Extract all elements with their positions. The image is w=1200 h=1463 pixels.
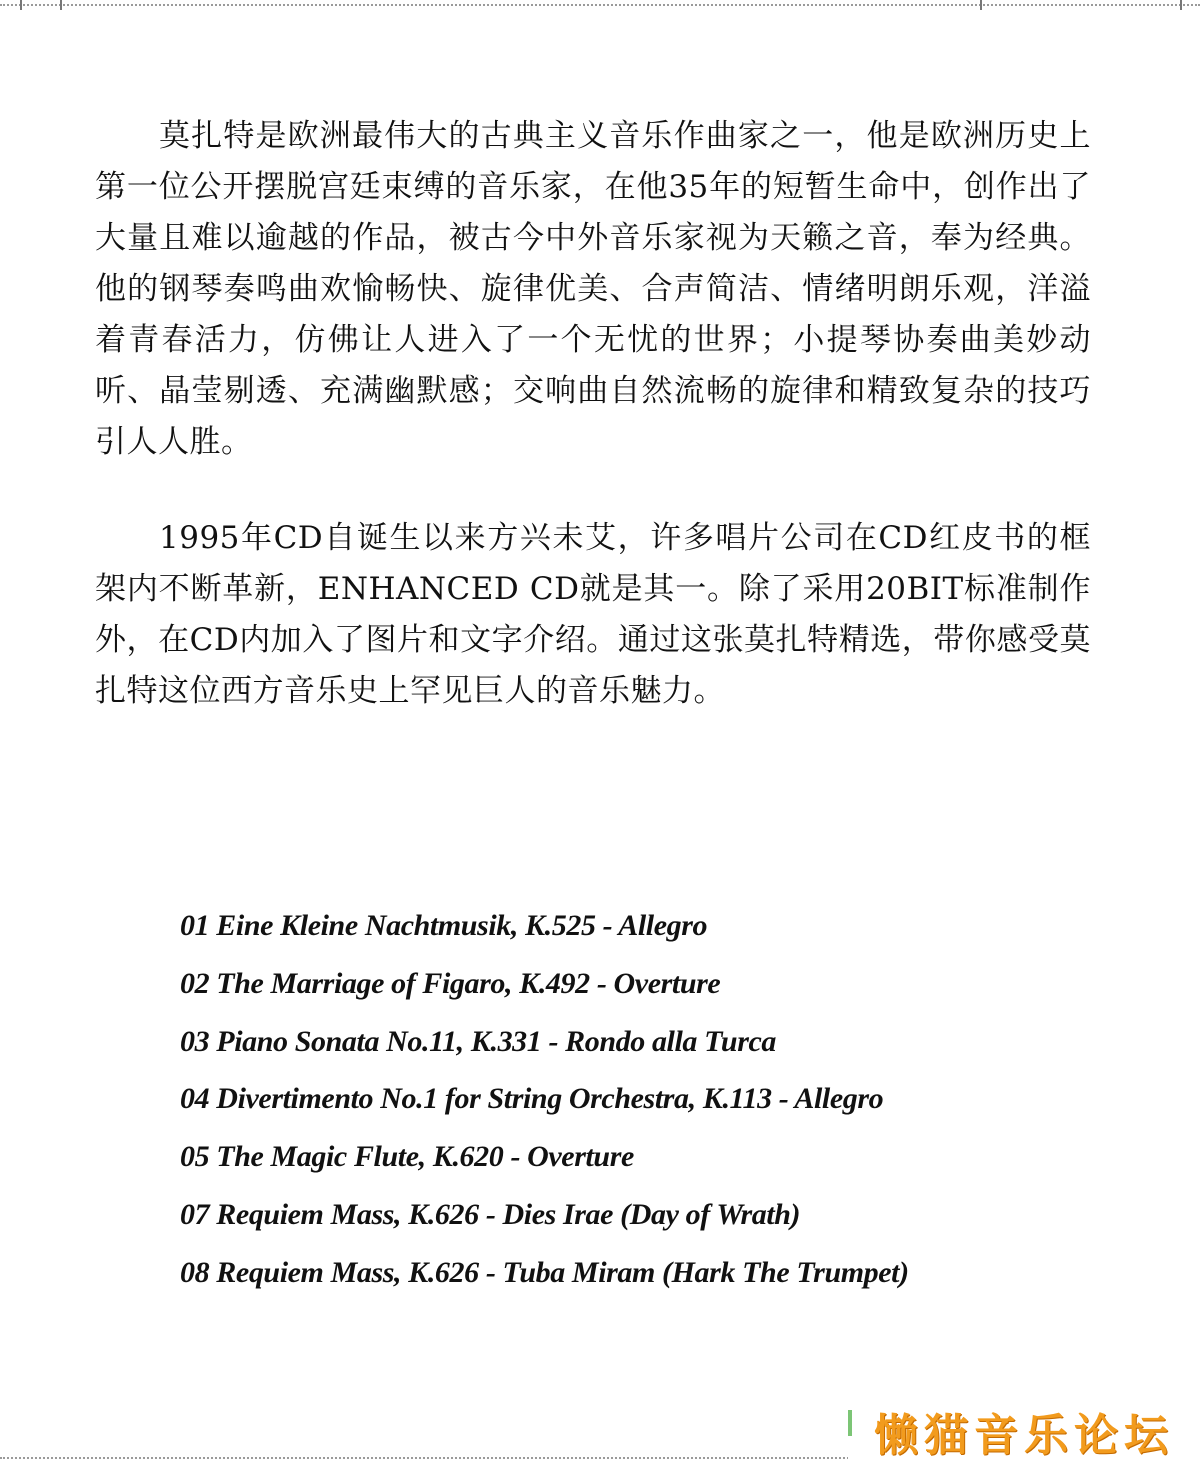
track-item: 01 Eine Kleine Nachtmusik, K.525 - Allegro <box>180 909 708 942</box>
track-item: 07 Requiem Mass, K.626 - Dies Irae (Day of Wrath) <box>180 1197 801 1231</box>
track-item: 03 Piano Sonata No.11, K.331 - Rondo alla Turca <box>180 1024 777 1058</box>
track-item: 04 Divertimento No.1 for String Orchestra, K.113 - Allegro <box>180 1082 884 1116</box>
track-item: 02 The Marriage of Figaro, K.492 - Overture <box>180 966 721 1000</box>
watermark-text: 懒猫音乐论坛 <box>874 1409 1174 1461</box>
track-item: 05 The Magic Flute, K.620 - Overture <box>180 1140 634 1174</box>
watermark-accent-bar <box>848 1410 852 1436</box>
track-list <box>180 897 909 1302</box>
cd-description-paragraph: 1995年CD自诞生以来方兴未艾，许多唱片公司在CD红皮书的框架内不断革新，ENHANCED CD就是其一。除了采用20BIT标准制作外，在CD内加入了图片和文字介绍。通过这张莫扎特精选，带你感受莫扎特这位西方音乐史上罕见巨人的音乐魅力。 <box>95 520 1091 709</box>
intro-paragraph: 莫扎特是欧洲最伟大的古典主义音乐作曲家之一，他是欧洲历史上第一位公开摆脱宫廷束缚的音乐家，在他35年的短暂生命中，创作出了大量且难以逾越的作品，被古今中外音乐家视为天籁之音，奉为经典。他的钢琴奏鸣曲欢愉畅快、旋律优美、合声简洁、情绪明朗乐观，洋溢着青春活力，仿佛让人进入了一个无忧的世界；小提琴协奏曲美妙动听、晶莹剔透、充满幽默感；交响曲自然流畅的旋律和精致复杂的技巧引人人胜。 <box>95 118 1091 460</box>
track-item: 08 Requiem Mass, K.626 - Tuba Miram (Hark The Trumpet) <box>180 1255 909 1289</box>
watermark-logo <box>848 1398 1200 1463</box>
page-edge-marks <box>0 0 1200 12</box>
